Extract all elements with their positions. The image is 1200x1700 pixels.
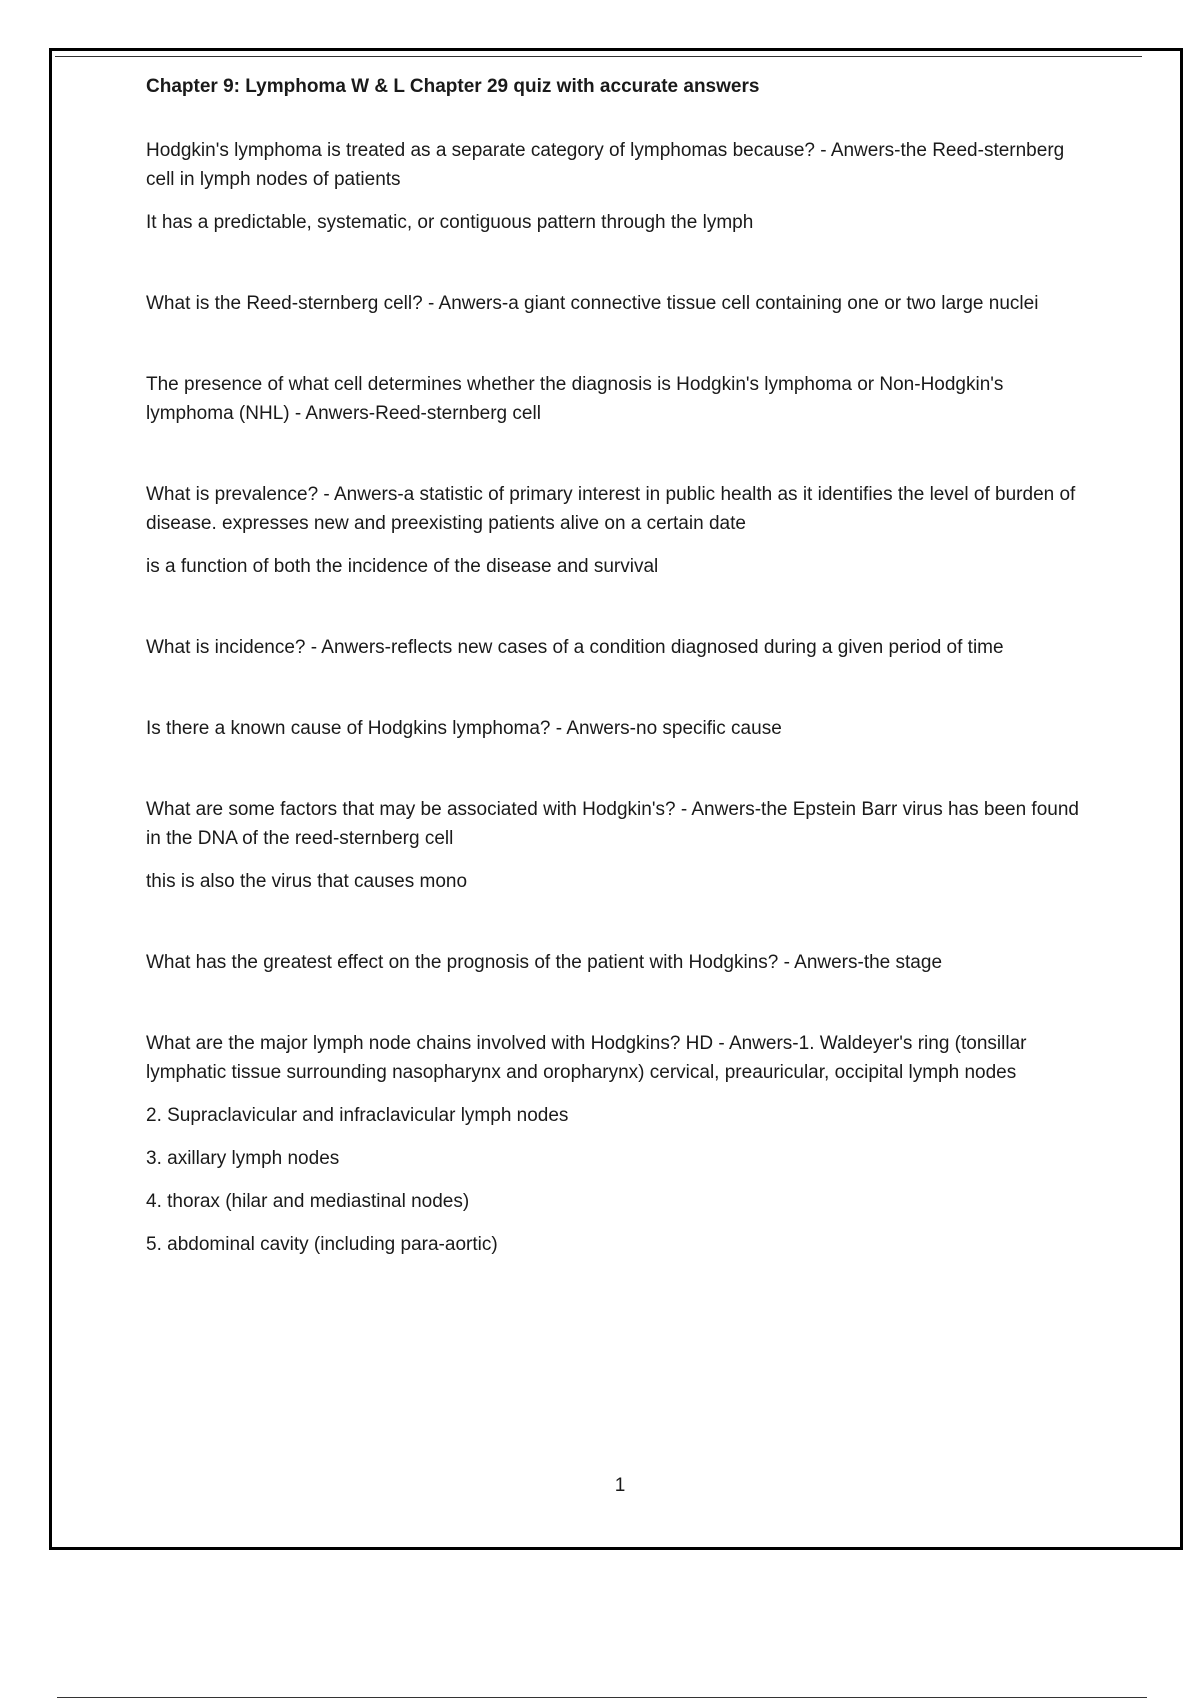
qa-entry [146, 136, 1086, 237]
qa-line: What is the Reed-sternberg cell? - Anwers-a giant connective tissue cell containing one or two large nuclei [146, 293, 1039, 314]
qa-entry [146, 633, 1086, 662]
qa-line: 3. axillary lymph nodes [146, 1148, 340, 1169]
qa-line: It has a predictable, systematic, or contiguous pattern through the lymph [146, 212, 754, 233]
page-number: 1 [614, 1475, 626, 1496]
document-body [146, 74, 1086, 1311]
qa-entry [146, 795, 1086, 896]
header-rule [55, 56, 1142, 57]
qa-line: 4. thorax (hilar and mediastinal nodes) [146, 1191, 470, 1212]
qa-line: What has the greatest effect on the prognosis of the patient with Hodgkins? - Anwers-the stage [146, 952, 943, 973]
qa-line: Is there a known cause of Hodgkins lymphoma? - Anwers-no specific cause [146, 718, 782, 739]
qa-line: What are the major lymph node chains involved with Hodgkins? HD - Anwers-1. Waldeyer's ring (tonsillar lymphatic tissue surrounding nasopharynx and oropharynx) cervical, preauricular, occipital lymph nodes [146, 1033, 1027, 1083]
qa-line: What are some factors that may be associated with Hodgkin's? - Anwers-the Epstein Barr virus has been found in the DNA of the reed-sternberg cell [146, 799, 1079, 849]
qa-entry [146, 480, 1086, 581]
qa-line: is a function of both the incidence of the disease and survival [146, 556, 659, 577]
qa-line: 2. Supraclavicular and infraclavicular lymph nodes [146, 1105, 569, 1126]
next-page-rule [57, 1697, 1147, 1698]
qa-entry [146, 370, 1086, 428]
qa-entry [146, 289, 1086, 318]
qa-entry [146, 948, 1086, 977]
qa-entry [146, 714, 1086, 743]
document-title: Chapter 9: Lymphoma W & L Chapter 29 quiz with accurate answers [146, 76, 760, 97]
qa-line: 5. abdominal cavity (including para-aortic) [146, 1234, 498, 1255]
qa-line: What is prevalence? - Anwers-a statistic of primary interest in public health as it identifies the level of burden of disease. expresses new and preexisting patients alive on a certain date [146, 484, 1076, 534]
qa-line: What is incidence? - Anwers-reflects new cases of a condition diagnosed during a given period of time [146, 637, 1004, 658]
qa-entry [146, 1029, 1086, 1259]
qa-line: The presence of what cell determines whether the diagnosis is Hodgkin's lymphoma or Non-Hodgkin's lymphoma (NHL) - Anwers-Reed-sternberg cell [146, 374, 1004, 424]
qa-line: this is also the virus that causes mono [146, 871, 468, 892]
qa-line: Hodgkin's lymphoma is treated as a separate category of lymphomas because? - Anwers-the Reed-sternberg cell in lymph nodes of patients [146, 140, 1065, 190]
